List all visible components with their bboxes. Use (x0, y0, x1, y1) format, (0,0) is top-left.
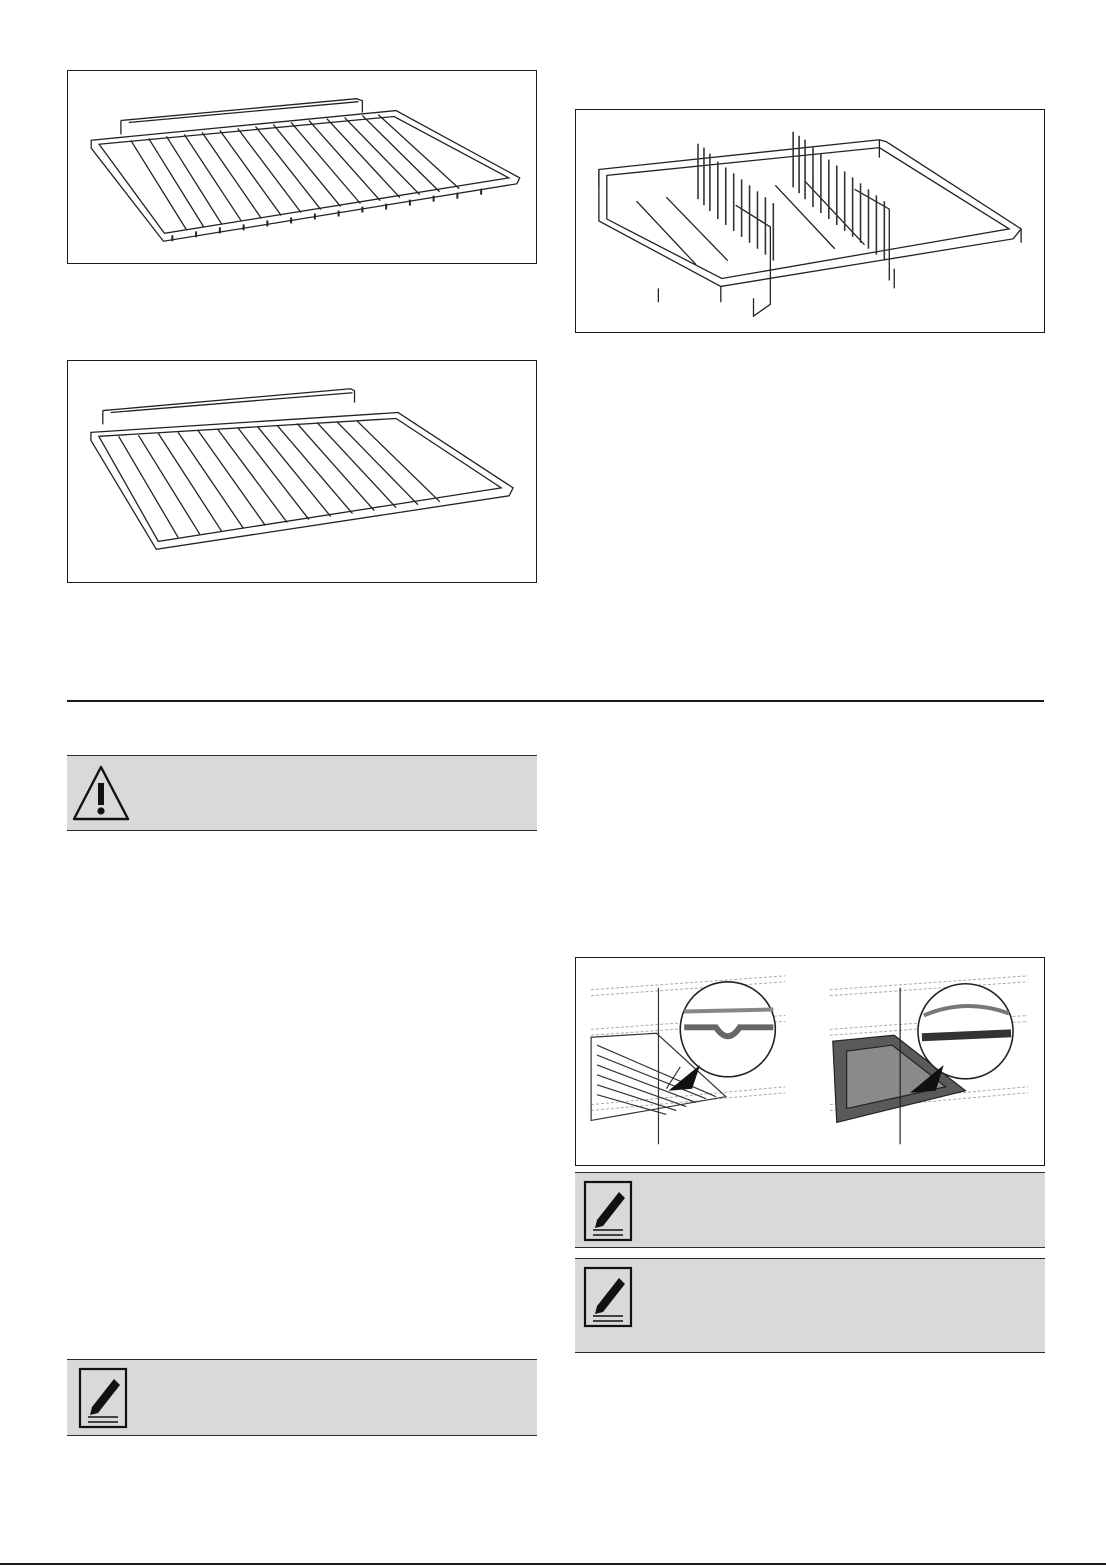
tray-insertion-illustration (576, 958, 1044, 1165)
info-notice-right-2 (575, 1258, 1045, 1353)
wire-shelf-figure-2 (67, 360, 537, 583)
warning-triangle-icon (71, 762, 131, 824)
pencil-note-icon (583, 1180, 633, 1242)
section-divider (67, 700, 1044, 702)
warning-notice (67, 755, 537, 831)
wire-shelf-illustration (68, 361, 536, 582)
info-notice-left (67, 1359, 537, 1436)
wire-shelf-illustration (68, 71, 536, 263)
pencil-note-icon (78, 1367, 128, 1429)
plate-rack-illustration (576, 110, 1044, 332)
wire-shelf-figure (67, 70, 537, 264)
info-notice-right-1 (575, 1172, 1045, 1248)
page-bottom-border (0, 1563, 1106, 1565)
plate-rack-figure (575, 109, 1045, 333)
pencil-note-icon (583, 1266, 633, 1328)
tray-insertion-figure (575, 957, 1045, 1166)
